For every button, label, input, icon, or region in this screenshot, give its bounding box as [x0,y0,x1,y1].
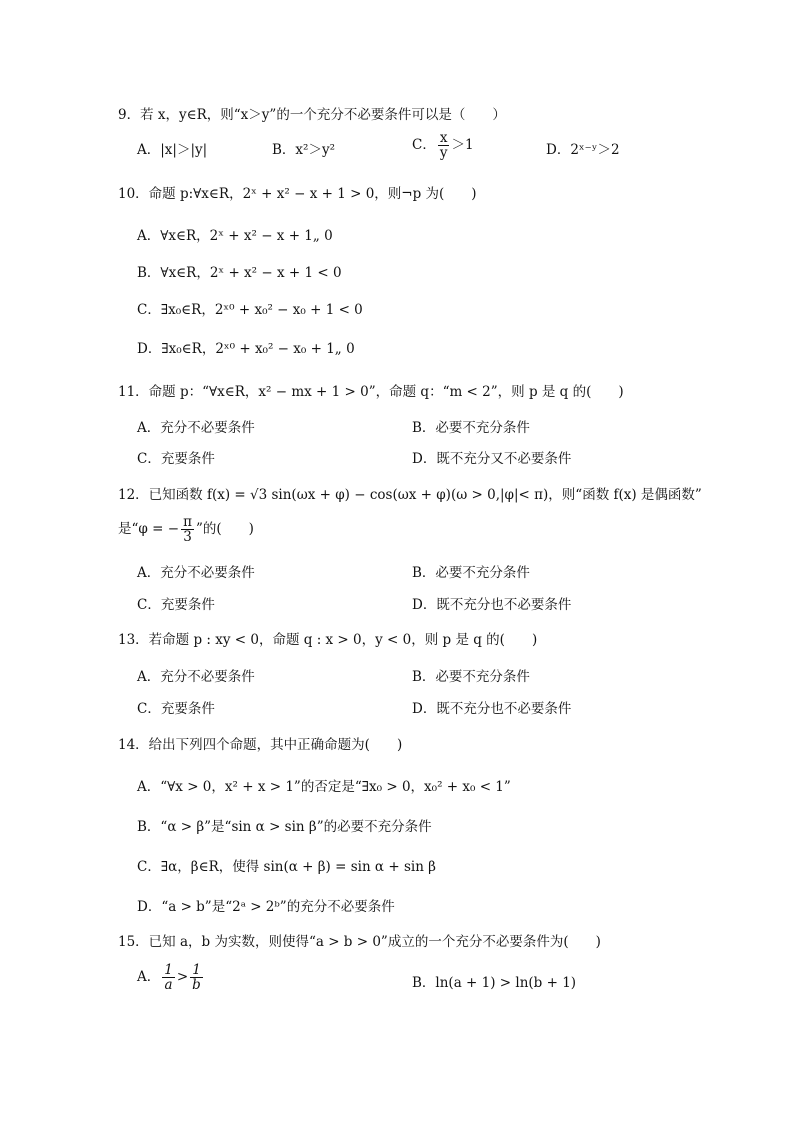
q9-c-denominator: y [439,145,448,162]
q15-a-num1: 1 [164,962,173,978]
question-15-stem: 15．已知 a，b 为实数，则使得“a > b > 0”成立的一个充分不必要条件为( ) [118,934,601,950]
question-12-stem: 12．已知函数 f(x) = √3 sin(ωx + φ) − cos(ωx + φ)(ω > 0,|φ|< π)，则“函数 f(x) 是偶函数” [118,487,702,503]
q9-option-c-fraction [438,131,450,160]
q12-frac-denominator: 3 [183,529,192,546]
q10-option-b: B．∀x∈R，2ˣ + x² − x + 1 < 0 [137,265,342,281]
q12-frac-numerator: π [183,514,192,530]
q15-a-den1: a [164,977,173,994]
q11-option-c: C．充要条件 [137,451,215,467]
question-10-stem: 10．命题 p:∀x∈R，2ˣ + x² − x + 1 > 0，则¬p 为( ) [118,186,477,202]
question-13-stem: 13．若命题 p : xy < 0，命题 q : x > 0，y < 0，则 p 是 q 的( ) [118,632,538,648]
q12-stem2-post: ”的( ) [195,521,254,538]
q9-option-a: A．|x|＞|y| [137,142,208,158]
q15-option-a [137,963,205,992]
q9-option-b: B．x²＞y² [272,142,335,158]
q12-option-a: A．充分不必要条件 [137,565,255,581]
question-14-stem: 14．给出下列四个命题，其中正确命题为( ) [118,737,403,753]
q14-option-a: A．“∀x > 0，x² + x > 1”的否定是“∃x₀ > 0，x₀² + x₀ < 1” [137,779,511,795]
q15-a-fraction-1 [162,963,175,992]
q9-option-c [412,131,474,160]
q11-option-b: B．必要不充分条件 [412,420,530,436]
q12-stem2-pre: 是“φ = − [118,521,180,538]
q11-option-a: A．充分不必要条件 [137,420,255,436]
q9-option-d: D．2ˣ⁻ʸ＞2 [546,142,620,158]
q13-option-b: B．必要不充分条件 [412,669,530,685]
q15-a-num2: 1 [190,963,203,978]
question-11-stem: 11．命题 p：“∀x∈R，x² − mx + 1 > 0”，命题 q：“m < 2”，则 p 是 q 的( ) [118,384,624,400]
q14-option-c: C．∃α，β∈R，使得 sin(α + β) = sin α + sin β [137,859,436,875]
q9-c-numerator: x [438,131,450,146]
q13-option-d: D．既不充分也不必要条件 [412,701,572,717]
q11-option-d: D．既不充分又不必要条件 [412,451,572,467]
q10-option-c: C．∃x₀∈R，2ˣ⁰ + x₀² − x₀ + 1 < 0 [137,302,363,318]
q15-option-b: B．ln(a + 1) > ln(b + 1) [412,975,577,991]
q13-option-c: C．充要条件 [137,701,215,717]
q13-option-a: A．充分不必要条件 [137,669,255,685]
q15-a-gt: > [176,969,189,986]
q12-option-b: B．必要不充分条件 [412,565,530,581]
q12-option-d: D．既不充分也不必要条件 [412,597,572,613]
q10-option-d: D．∃x₀∈R，2ˣ⁰ + x₀² − x₀ + 1„ 0 [137,341,355,357]
q10-option-a: A．∀x∈R，2ˣ + x² − x + 1„ 0 [137,228,333,244]
q12-option-c: C．充要条件 [137,597,215,613]
q15-option-a-label: A． [137,969,161,986]
question-12-stem-continued [118,515,254,544]
q14-option-d: D．“a > b”是“2ᵃ > 2ᵇ”的充分不必要条件 [137,899,395,915]
q15-a-den2: b [192,977,201,994]
q14-option-b: B．“α > β”是“sin α > sin β”的必要不充分条件 [137,819,432,835]
question-9-stem: 9．若 x，y∈R，则“x＞y”的一个充分不必要条件可以是（ ） [118,107,506,123]
q12-fraction [181,515,194,544]
q9-option-c-tail: ＞1 [451,137,474,154]
q15-a-fraction-2 [190,963,203,992]
q9-option-c-label: C． [412,137,436,154]
